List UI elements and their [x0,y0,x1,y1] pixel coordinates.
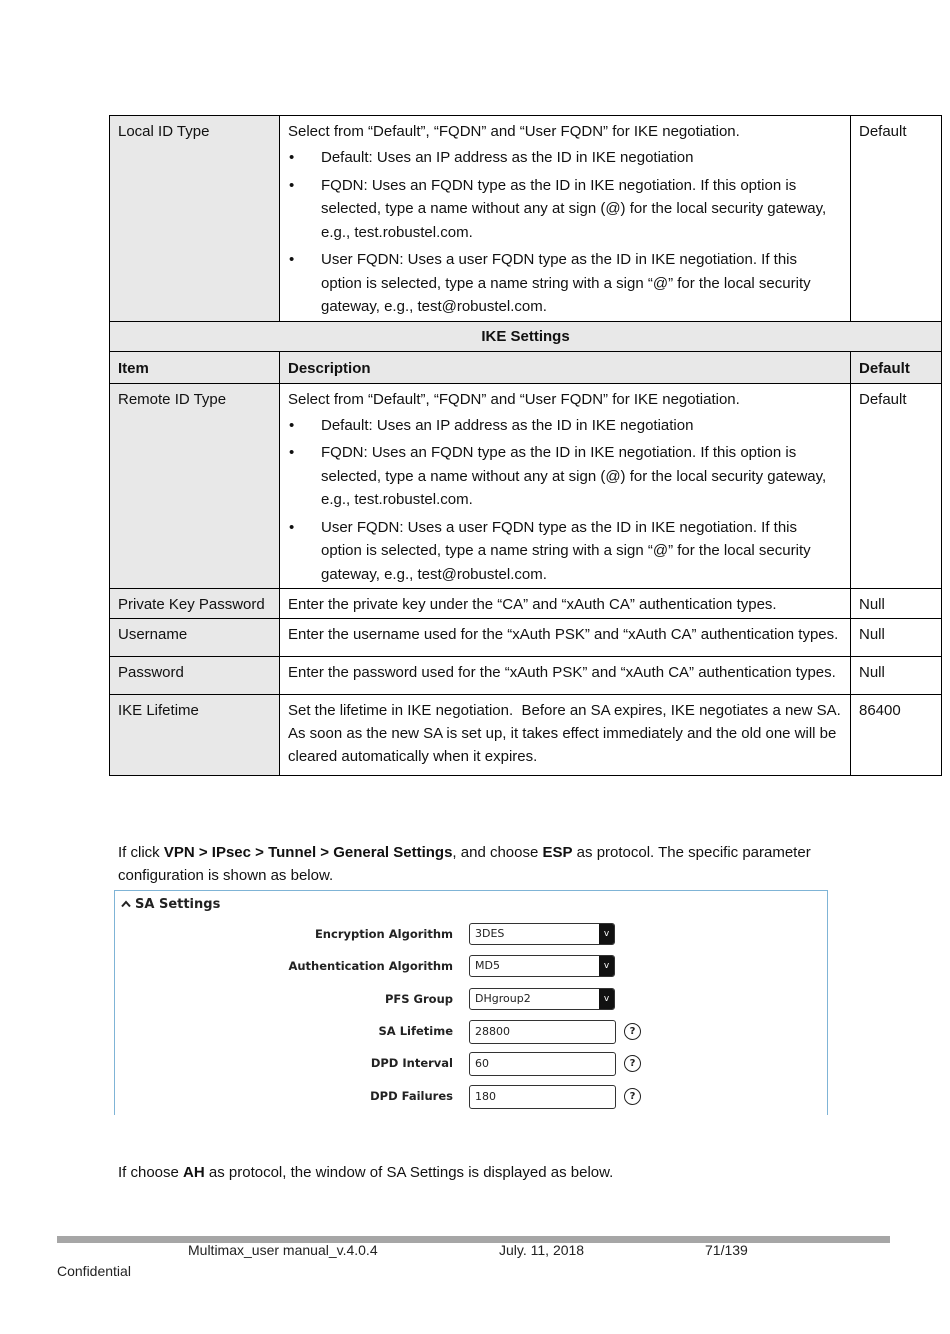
table-row [110,383,942,589]
bullet-text: FQDN: Uses an FQDN type as the ID in IKE negotiation. If this option is selected, type a name without any at sign (@) for the local security gateway, e.g., test.robustel.com. [321,444,827,508]
bullet-icon: • [289,176,295,194]
authentication-select[interactable] [469,955,615,977]
dpd-interval-input[interactable] [469,1052,616,1076]
default-cell: Null [851,589,942,619]
list-item [288,174,842,245]
chevron-down-icon[interactable]: v [599,989,614,1009]
item-cell: IKE Lifetime [110,695,280,776]
description-cell: Enter the password used for the “xAuth PSK” and “xAuth CA” authentication types. [280,657,851,695]
header-description: Description [280,351,851,383]
pfs-group-row [115,988,827,1012]
list-item [288,146,842,170]
table-row [110,116,942,322]
section-title: IKE Settings [110,321,942,351]
default-cell: Default [851,383,942,589]
description-cell: Enter the private key under the “CA” and “xAuth CA” authentication types. [280,589,851,619]
footer-page-number: 71/139 [705,1242,748,1258]
header-item: Item [110,351,280,383]
description-cell: Set the lifetime in IKE negotiation. Before an SA expires, IKE negotiates a new SA. As soon as the new SA is set up, it takes effect immediately and the old one will be cleared automatically when it expires. [280,695,851,776]
encryption-row [115,923,827,947]
item-cell: Local ID Type [110,116,280,322]
description-cell [280,383,851,589]
dpd-interval-value: 60 [475,1057,489,1070]
encryption-select[interactable] [469,923,615,945]
authentication-row [115,955,827,979]
bullet-text: Default: Uses an IP address as the ID in IKE negotiation [321,149,694,166]
bullet-icon: • [289,518,295,536]
item-cell: Remote ID Type [110,383,280,589]
table-row [110,695,942,776]
dpd-failures-input[interactable] [469,1085,616,1109]
dpd-interval-label: DPD Interval [370,1056,453,1070]
bullet-list [288,146,842,319]
header-default: Default [851,351,942,383]
protocol-name: AH [183,1164,205,1181]
help-icon[interactable]: ? [624,1088,641,1105]
chevron-down-icon[interactable]: v [599,956,614,976]
default-cell: Default [851,116,942,322]
table-row [110,657,942,695]
dpd-failures-value: 180 [475,1090,496,1103]
item-cell: Username [110,619,280,657]
dpd-failures-row [115,1085,827,1109]
bullet-icon: • [289,149,295,166]
description-text: Select from “Default”, “FQDN” and “User FQDN” for IKE negotiation. [288,123,740,140]
encryption-label: Encryption Algorithm [314,927,453,941]
dpd-interval-row [115,1052,827,1076]
bullet-text: Default: Uses an IP address as the ID in IKE negotiation [321,416,694,434]
sa-lifetime-row [115,1020,827,1044]
bullet-text: User FQDN: Uses a user FQDN type as the ID in IKE negotiation. If this option is selected, type a name string with a sign “@” for the local security gateway, e.g., test@robustel.com. [321,518,811,583]
text: , and choose [452,844,543,861]
header-row [110,351,942,383]
item-cell: Private Key Password [110,589,280,619]
description-cell [280,116,851,322]
text: If click [118,844,164,861]
text: If choose [118,1164,184,1181]
footer-manual: Multimax_user manual_v.4.0.4 [188,1242,378,1258]
esp-intro-paragraph [118,841,858,887]
default-cell: Null [851,619,942,657]
list-item [288,248,842,319]
authentication-label: Authentication Algorithm [288,959,453,973]
chevron-up-icon[interactable] [121,897,131,912]
ah-intro-paragraph [118,1161,858,1184]
help-icon[interactable]: ? [624,1023,641,1040]
bullet-icon: • [289,416,295,434]
bullet-text: FQDN: Uses an FQDN type as the ID in IKE negotiation. If this option is selected, type a name without any at sign (@) for the local security gateway, e.g., test.robustel.com. [321,176,827,241]
sa-settings-title: SA Settings [135,897,221,912]
footer-divider [57,1236,890,1243]
section-row [110,321,942,351]
pfs-group-select[interactable] [469,988,615,1010]
sa-settings-panel [114,890,828,1115]
sa-settings-header[interactable] [121,897,220,912]
encryption-value: 3DES [475,927,505,940]
list-item [288,414,842,438]
bullet-icon: • [289,444,295,461]
description-text: Select from “Default”, “FQDN” and “User FQDN” for IKE negotiation. [288,390,740,408]
item-cell: Password [110,657,280,695]
sa-lifetime-label: SA Lifetime [378,1024,453,1038]
bullet-list [288,414,842,587]
bullet-icon: • [289,251,295,268]
sa-lifetime-input[interactable] [469,1020,616,1044]
protocol-name: ESP [542,844,573,861]
pfs-group-value: DHgroup2 [475,992,531,1005]
parameter-table [109,115,942,776]
table-row [110,589,942,619]
default-cell: 86400 [851,695,942,776]
list-item [288,516,842,587]
authentication-value: MD5 [475,959,500,972]
description-cell: Enter the username used for the “xAuth PSK” and “xAuth CA” authentication types. [280,619,851,657]
text: as protocol. The specific parameter configuration is shown as below. [118,844,811,884]
sa-lifetime-value: 28800 [475,1025,510,1038]
default-cell: Null [851,657,942,695]
table-row [110,619,942,657]
bullet-text: User FQDN: Uses a user FQDN type as the ID in IKE negotiation. If this option is selected, type a name string with a sign “@” for the local security gateway, e.g., test@robustel.com. [321,251,811,315]
text: as protocol, the window of SA Settings is displayed as below. [204,1164,614,1181]
menu-path: VPN > IPsec > Tunnel > General Settings [163,844,453,861]
list-item [288,441,842,512]
chevron-down-icon[interactable]: v [599,924,614,944]
help-icon[interactable]: ? [624,1055,641,1072]
footer-date: July. 11, 2018 [499,1242,585,1258]
dpd-failures-label: DPD Failures [370,1089,453,1103]
pfs-group-label: PFS Group [384,992,453,1006]
footer-confidential: Confidential [57,1263,131,1279]
